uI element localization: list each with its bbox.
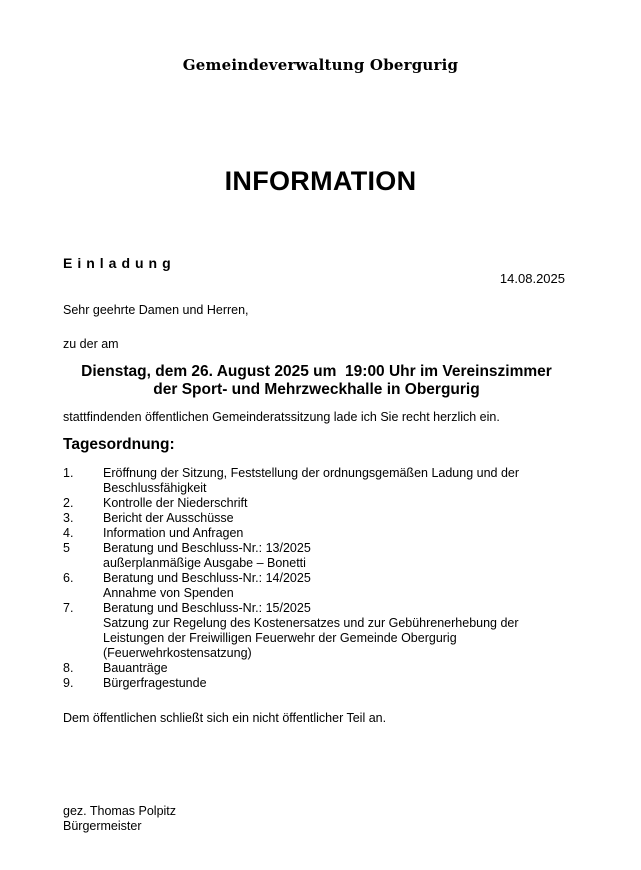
agenda-item-text: [103, 661, 563, 676]
agenda-item-text: [103, 496, 563, 511]
agenda-item-line: Annahme von Spenden: [103, 586, 234, 600]
agenda-item-number: 4.: [63, 526, 74, 540]
agenda-item-number: 2.: [63, 496, 74, 510]
agenda-item-text: [103, 541, 563, 571]
agenda-item-line: Beratung und Beschluss-Nr.: 13/2025: [103, 541, 311, 555]
closing-text: Dem öffentlichen schließt sich ein nicht öffentlicher Teil an.: [63, 711, 387, 725]
event-line-2: der Sport- und Mehrzweckhalle in Obergurig: [153, 381, 480, 398]
agenda-item-number: 7.: [63, 601, 74, 615]
agenda-item-line: Bericht der Ausschüsse: [103, 511, 234, 525]
agenda-item: [63, 661, 563, 676]
agenda-item-line: außerplanmäßige Ausgabe – Bonetti: [103, 556, 306, 570]
agenda-item: [63, 496, 563, 511]
agenda-item: [63, 466, 563, 496]
agenda-item: [63, 541, 563, 571]
agenda-item-line: Satzung zur Regelung des Kostenersatzes und zur Gebührenerhebung der: [103, 616, 519, 630]
page-title: INFORMATION: [224, 166, 417, 196]
signature-block: [63, 804, 176, 834]
agenda-item-line: Leistungen der Freiwilligen Feuerwehr der Gemeinde Obergurig: [103, 631, 457, 645]
agenda-item-line: Beratung und Beschluss-Nr.: 15/2025: [103, 601, 311, 615]
agenda-item-line: Beratung und Beschluss-Nr.: 14/2025: [103, 571, 311, 585]
agenda-item-number: 3.: [63, 511, 74, 525]
agenda-item-number: 1.: [63, 466, 74, 480]
agenda-item-line: (Feuerwehrkostensatzung): [103, 646, 252, 660]
agenda-item: [63, 571, 563, 601]
salutation: Sehr geehrte Damen und Herren,: [63, 303, 249, 317]
agenda-item: [63, 676, 563, 691]
agenda-item-line: Eröffnung der Sitzung, Feststellung der ordnungsgemäßen Ladung und der: [103, 466, 520, 480]
agenda-heading: Tagesordnung:: [63, 436, 175, 453]
intro-text: zu der am: [63, 337, 119, 351]
agenda-item-text: [103, 676, 563, 691]
agenda-list: [63, 466, 563, 691]
agenda-item-number: 6.: [63, 571, 74, 585]
agenda-item-line: Bauanträge: [103, 661, 168, 675]
signature-role: Bürgermeister: [63, 819, 142, 833]
agenda-item-number: 8.: [63, 661, 74, 675]
agenda-item-line: Kontrolle der Niederschrift: [103, 496, 248, 510]
agenda-item-text: [103, 601, 563, 661]
agenda-item-text: [103, 466, 563, 496]
letter-date: 14.08.2025: [499, 271, 565, 286]
municipality-header: Gemeindeverwaltung Obergurig: [182, 56, 459, 74]
agenda-item-number: 9.: [63, 676, 74, 690]
agenda-item-line: Information und Anfragen: [103, 526, 244, 540]
agenda-item-text: [103, 526, 563, 541]
agenda-item-line: Bürgerfragestunde: [103, 676, 207, 690]
agenda-item: [63, 526, 563, 541]
event-details: [63, 363, 570, 399]
agenda-item: [63, 601, 563, 661]
letter-heading: Einladung: [63, 255, 176, 271]
event-line-1: Dienstag, dem 26. August 2025 um 19:00 Uhr im Vereinszimmer: [81, 363, 552, 380]
agenda-item-text: [103, 511, 563, 526]
agenda-item-line: Beschlussfähigkeit: [103, 481, 207, 495]
invitation-text: stattfindenden öffentlichen Gemeinderatssitzung lade ich Sie recht herzlich ein.: [63, 410, 500, 424]
agenda-item-text: [103, 571, 563, 601]
signature-name: gez. Thomas Polpitz: [63, 804, 177, 818]
agenda-item-number: 5: [63, 541, 70, 555]
agenda-item: [63, 511, 563, 526]
